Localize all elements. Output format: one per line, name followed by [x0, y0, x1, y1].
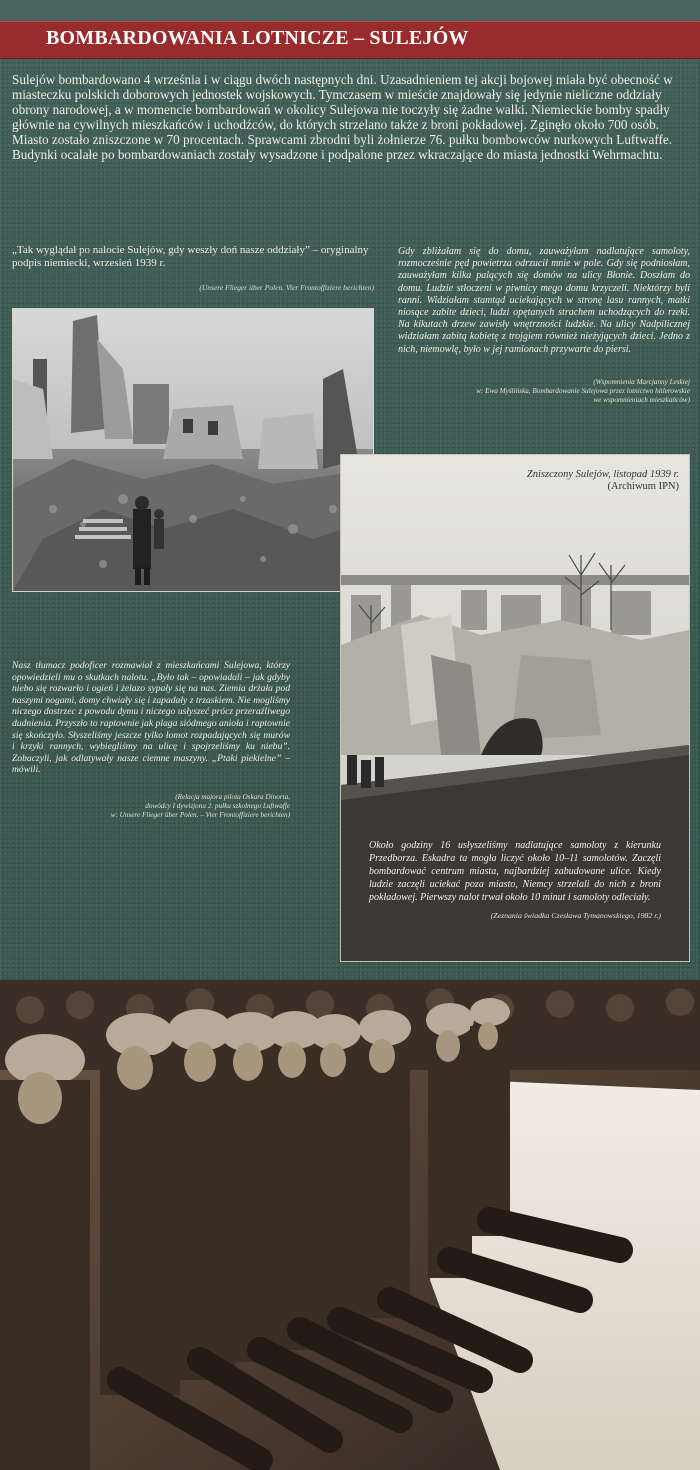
top-strip	[0, 0, 700, 20]
sulejow-caption-text: Zniszczony Sulejów, listopad 1939 r.	[526, 469, 679, 480]
sulejow-photo	[340, 454, 690, 962]
witness-quote: Gdy zbliżałam się do domu, zauważyłam nadlatujące samoloty, rozmocześnie pęd powietrza odrzucił mnie w pole. Gdy się podniosłam, zauważyłam kilka palących się domów na ulicy Błonie. Doszłam do domu. Ludzie stłoczeni w piwnicy mego domu krzyczeli. Niektórzy byli ranni. Widziałam stamtąd uciekających w stronę lasu rannych, matki niosące zabite dzieci, ludzi opętanych strachem uchodzących do rzeki. Na kikutach drzew zawisły wnętrzności ludzkie. Na ulicy Nadpilicznej widziałam zabitą kobietę z trojgiem również nieżyjących dzieci. Jedno z nich, niemowlę, było w jej ramionach przywarte do piersi.	[398, 246, 690, 355]
intro-paragraph	[12, 72, 690, 162]
witness-source	[398, 378, 690, 405]
testimony-quote: Około godziny 16 usłyszeliśmy nadlatujące samoloty z kierunku Przedborza. Eskadra ta mogła liczyć około 10–11 samolotów. Zaczęli bombardować centrum miasta, najbardziej zabudowane ulice. Kiedy ludzie zaczęli uciekać poza miasto, Niemcy strzelali do nich z broni pokładowej. Pierwszy nalot trwał około 10 minut i samoloty odleciały.	[369, 840, 661, 903]
intro-text-2: Budynki ocalałe po bombardowaniach zostały wysadzone i podpalone przez wkraczające do miasta jednostki Wehrmachtu.	[12, 147, 663, 162]
pilot-quote: Nasz tłumacz podoficer rozmawiał z mieszkańcami Sulejowa, którzy opowiedzieli mu o skutkach nalotu. „Było tak – opowiadali – jak gdyby niebo się rozwarło i ogień i żelazo sypały się na nas. Ziemia drżała pod naszymi nogami, domy chwiały się i zapadały z trzaskiem. Nie mogliśmy niczego dostrzec z powodu dymu i niczego usłyszeć prócz przeraźliwego dudnienia. Przyszło to raptownie jak plaga siódmego anioła i raptownie się skończyło. Słyszeliśmy jeszcze tylko łomot rozpadających się murów i krzyki rannych, wybiegliśmy na ulicę i spojrzeliśmy ku niebu”. Zobaczyli, jak odlatywały nasze ciemne maszyny. „Ptaki piekielne” – mówili.	[12, 660, 290, 776]
witness-source-line: we wspomnieniach mieszkańców)	[593, 396, 690, 404]
page-title: BOMBARDOWANIA LOTNICZE – SULEJÓW	[46, 27, 469, 49]
intro-text: Sulejów bombardowano 4 września i w ciągu dwóch następnych dni. Uzasadnieniem tej akcji bojowej miała być obecność w miasteczku polskich doborowych jednostek wojskowych. Tymczasem w mieście znajdowały się jedynie nieliczne oddziały obrony narodowej, a w momencie bombardowań w okolicy Sulejowa nie toczyły się żadne walki. Niemieckie bomby spadły głównie na cywilnych mieszkańców i uchodźców, do których strzelano także z broni pokładowej. Zginęło około 700 osób. Miasto zostało zniszczone w 70 procentach. Sprawcami zbrodni byli żołnierze 76. pułku bombowców nurkowych Luftwaffe.	[12, 72, 673, 147]
pilot-source-line: (Relacja majora pilota Oskara Dinorta,	[175, 793, 290, 801]
marching-soldiers-photo	[0, 980, 700, 1470]
pilot-source-line: dowódcy I dywizjonu 2. pułku szkolnego Luftwaffe	[145, 802, 290, 810]
ruins-caption: „Tak wyglądał po nalocie Sulejów, gdy weszły doń nasze oddziały” – oryginalny podpis niemiecki, wrzesień 1939 r.	[12, 244, 369, 269]
ruins-source: (Unsere Flieger über Polen. Vier Frontoffiziere berichten)	[199, 283, 374, 292]
pilot-source	[12, 793, 290, 820]
testimony-source: (Zeznania świadka Czesława Tymanowskiego, 1982 r.)	[490, 911, 661, 920]
sulejow-archive: (Archiwum IPN)	[607, 481, 679, 492]
ruins-photo	[12, 308, 374, 592]
sulejow-caption	[527, 469, 679, 493]
title-band	[0, 21, 700, 59]
witness-source-line: (Wspomnienia Marcjanny Leskiej	[593, 378, 690, 386]
witness-source-line: w: Ewa Myślińska, Bombardowanie Sulejowa przez lotnictwo hitlerowskie	[476, 387, 690, 395]
pilot-source-line: w: Unsere Flieger über Polen. – Vier Frontoffiziere berichten)	[110, 811, 290, 819]
